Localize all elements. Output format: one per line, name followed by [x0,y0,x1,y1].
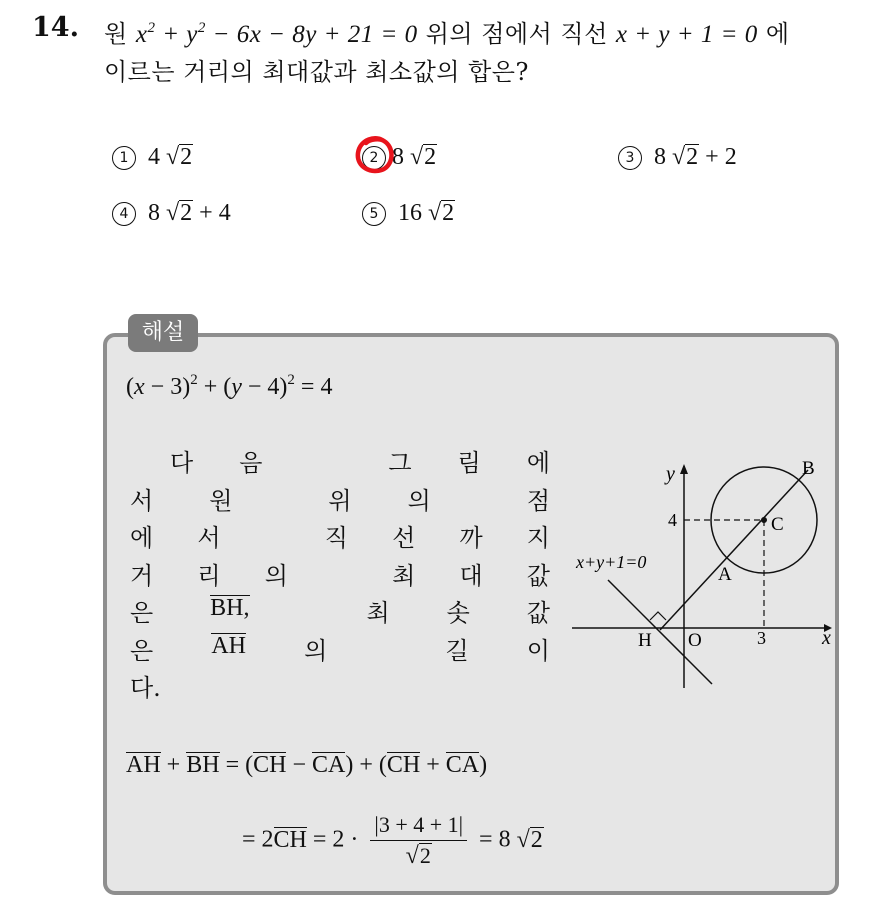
explanation-line-1: 다 음 그 림 에 [170,449,550,477]
explanation-line-4: 거 리 의 최 대 값 [130,561,550,590]
question-text-post: 에 [765,20,790,48]
solution-equation-1: AH + BH = (CH − CA) + (CH + CA) [126,752,488,778]
right-angle-mark [650,612,666,620]
choice-mark: 2 [362,146,386,170]
line-hb [660,470,808,630]
choice-1[interactable]: 1 4 √2 [112,144,193,171]
sqrt-symbol: √2 [428,200,455,226]
choice-4[interactable]: 4 8 √2 + 4 [112,200,231,227]
explanation-line-7: 다. [130,674,161,702]
explanation-line-6: 은 AH 의 길 이 [130,633,550,671]
sqrt-symbol: √2 [516,826,543,853]
sqrt-symbol: √2 [410,144,437,170]
choice-2[interactable]: 2 8 √2 [362,144,437,171]
center-point [761,517,767,523]
question-line-1 [104,14,790,49]
x-axis-label: x [822,627,831,649]
solution-tag: 해설 [128,314,198,352]
fraction: $\frac{|3 + 4 + 1|}{√2}$ [370,812,467,870]
y-axis-label: y [666,463,675,485]
answer-mark-red-circle [354,133,396,177]
explanation-line-5: 은 BH, 최 솟 값 [130,595,550,633]
line-equation: x + y + 1 = 0 [615,21,758,48]
point-h-label: H [638,630,652,651]
explanation-line-3: 에 서 직 선 까 지 [130,524,550,552]
question-line-2: 이르는 거리의 최대값과 최소값의 합은? [104,58,529,86]
tick-y-4: 4 [668,510,677,530]
y-axis-arrow [680,464,688,474]
segment-ah: AH [211,633,246,671]
choice-mark: 4 [112,202,136,226]
point-b-label: B [802,458,815,479]
choice-mark: 5 [362,202,386,226]
segment-bh: BH, [210,595,249,633]
solution-graph [572,452,834,690]
solution-circle-equation: $(x - 3)^2 + (y - 4)^2 = 4$ [126,372,333,400]
origin-label: O [688,630,702,651]
sqrt-symbol: √2 [672,144,699,170]
line-label: x+y+1=0 [576,552,647,572]
point-c-label: C [771,514,784,535]
solution-equation-2: = 2CH = 2 · $\frac{|3 + 4 + 1|}{√2}$ = 8 √2 [242,812,543,869]
question-text-pre: 원 [104,20,128,48]
tick-x-3: 3 [757,628,766,648]
choice-mark: 3 [618,146,642,170]
sqrt-symbol: √2 [166,200,193,226]
question-text-mid: 위의 점에서 직선 [425,20,608,48]
explanation-line-2: 서 원 위 의 점 [130,486,550,515]
circle-equation: $x^2 + y^2 - 6x - 8y + 21 = 0$ [135,20,418,48]
choice-5[interactable]: 5 16 √2 [362,200,455,227]
question-number: 14. [32,12,79,43]
sqrt-symbol: √2 [166,144,193,170]
choice-3[interactable]: 3 8 √2 + 2 [618,144,737,171]
choice-mark: 1 [112,146,136,170]
point-a-label: A [718,564,732,585]
solution-explanation [130,445,550,708]
